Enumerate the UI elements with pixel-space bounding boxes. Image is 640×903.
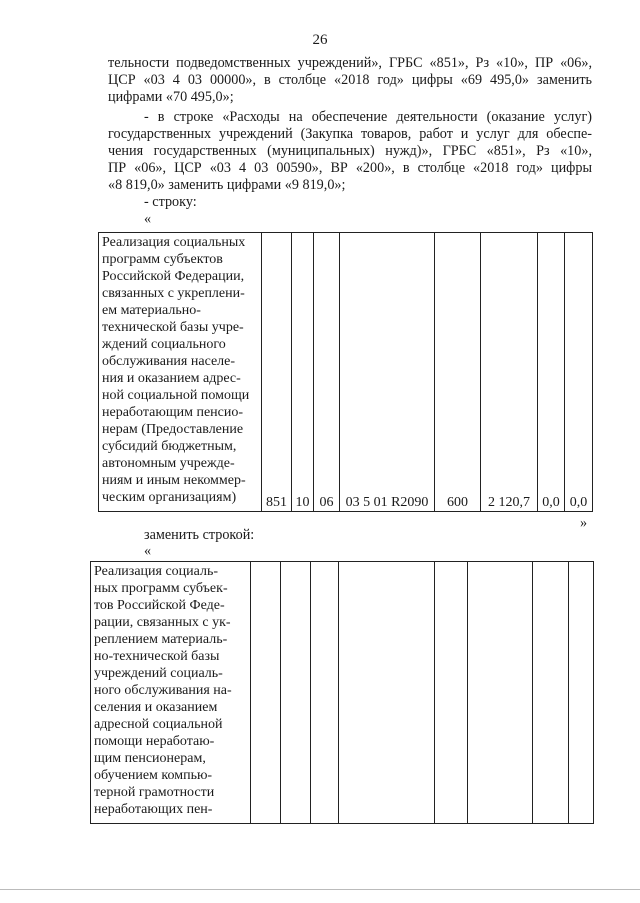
grbs-cell: 851 [262,233,292,512]
vr-cell: 600 [435,233,481,512]
paragraph-1 [108,55,592,106]
page-number: 26 [312,32,328,48]
csr-cell: 03 5 01 R2090 [340,233,435,512]
paragraph-line: государственных учреждений (Закупка товаров, работ и услуг для обеспе- [108,126,592,142]
budget-table-old [98,232,593,512]
grbs-cell [251,562,281,824]
table-row [91,562,594,824]
year-2018-cell: 2 120,7 [481,233,538,512]
pr-cell: 06 [314,233,340,512]
page-bottom-divider [0,889,640,890]
paragraph-line: - в строке «Расходы на обеспечение деятельности (оказание услуг) [144,109,592,125]
paragraph-2 [108,109,592,194]
csr-cell [339,562,435,824]
replace-label: заменить строкой: [144,527,255,543]
year-2020-cell: 0,0 [565,233,593,512]
close-quote: » [580,515,588,531]
budget-table-new [90,561,594,824]
year-2018-cell [468,562,533,824]
paragraph-line: ЦСР «03 4 03 00000», в столбце «2018 год» цифры «69 495,0» заменить [108,72,592,88]
rz-cell [281,562,311,824]
row-name-cell: Реализация социаль- ных программ субъек- тов Российской Феде- рации, связанных с ук- реплением материаль- но-технической базы учреждений социаль- ного обслуживания на- селения и оказанием адресной социальной помощи неработаю- щим пенсионерам, обучением компью- терной грамотности неработающих пен- [91,562,251,824]
paragraph-line: «8 819,0» заменить цифрами «9 819,0»; [108,177,346,193]
vr-cell [435,562,468,824]
paragraph-line: ПР «06», ЦСР «03 4 03 00590», ВР «200», в столбце «2018 год» цифры [108,160,592,176]
paragraph-line: тельности подведомственных учреждений», ГРБС «851», Рз «10», ПР «06», [108,55,592,71]
open-quote: « [144,543,152,559]
rz-cell: 10 [292,233,314,512]
paragraph-line: цифрами «70 495,0»; [108,89,234,105]
open-quote: « [144,211,152,227]
paragraph-line: чения государственных (муниципальных) нужд)», ГРБС «851», Рз «10», [108,143,592,159]
table-row [99,233,593,512]
year-2020-cell [569,562,594,824]
string-label: - строку: [144,194,197,210]
pr-cell [311,562,339,824]
year-2019-cell: 0,0 [538,233,565,512]
row-name-cell: Реализация социальных программ субъектов Российской Федерации, связанных с укреплени- ем материально- технической базы учре- ждений социального обслуживания населе- ния и оказанием адрес- ной социальной помощи неработающим пенсио- нерам (Предоставление субсидий бюджетным, автономным учрежде- ниям и иным некоммер- ческим организациям) [99,233,262,512]
year-2019-cell [533,562,569,824]
